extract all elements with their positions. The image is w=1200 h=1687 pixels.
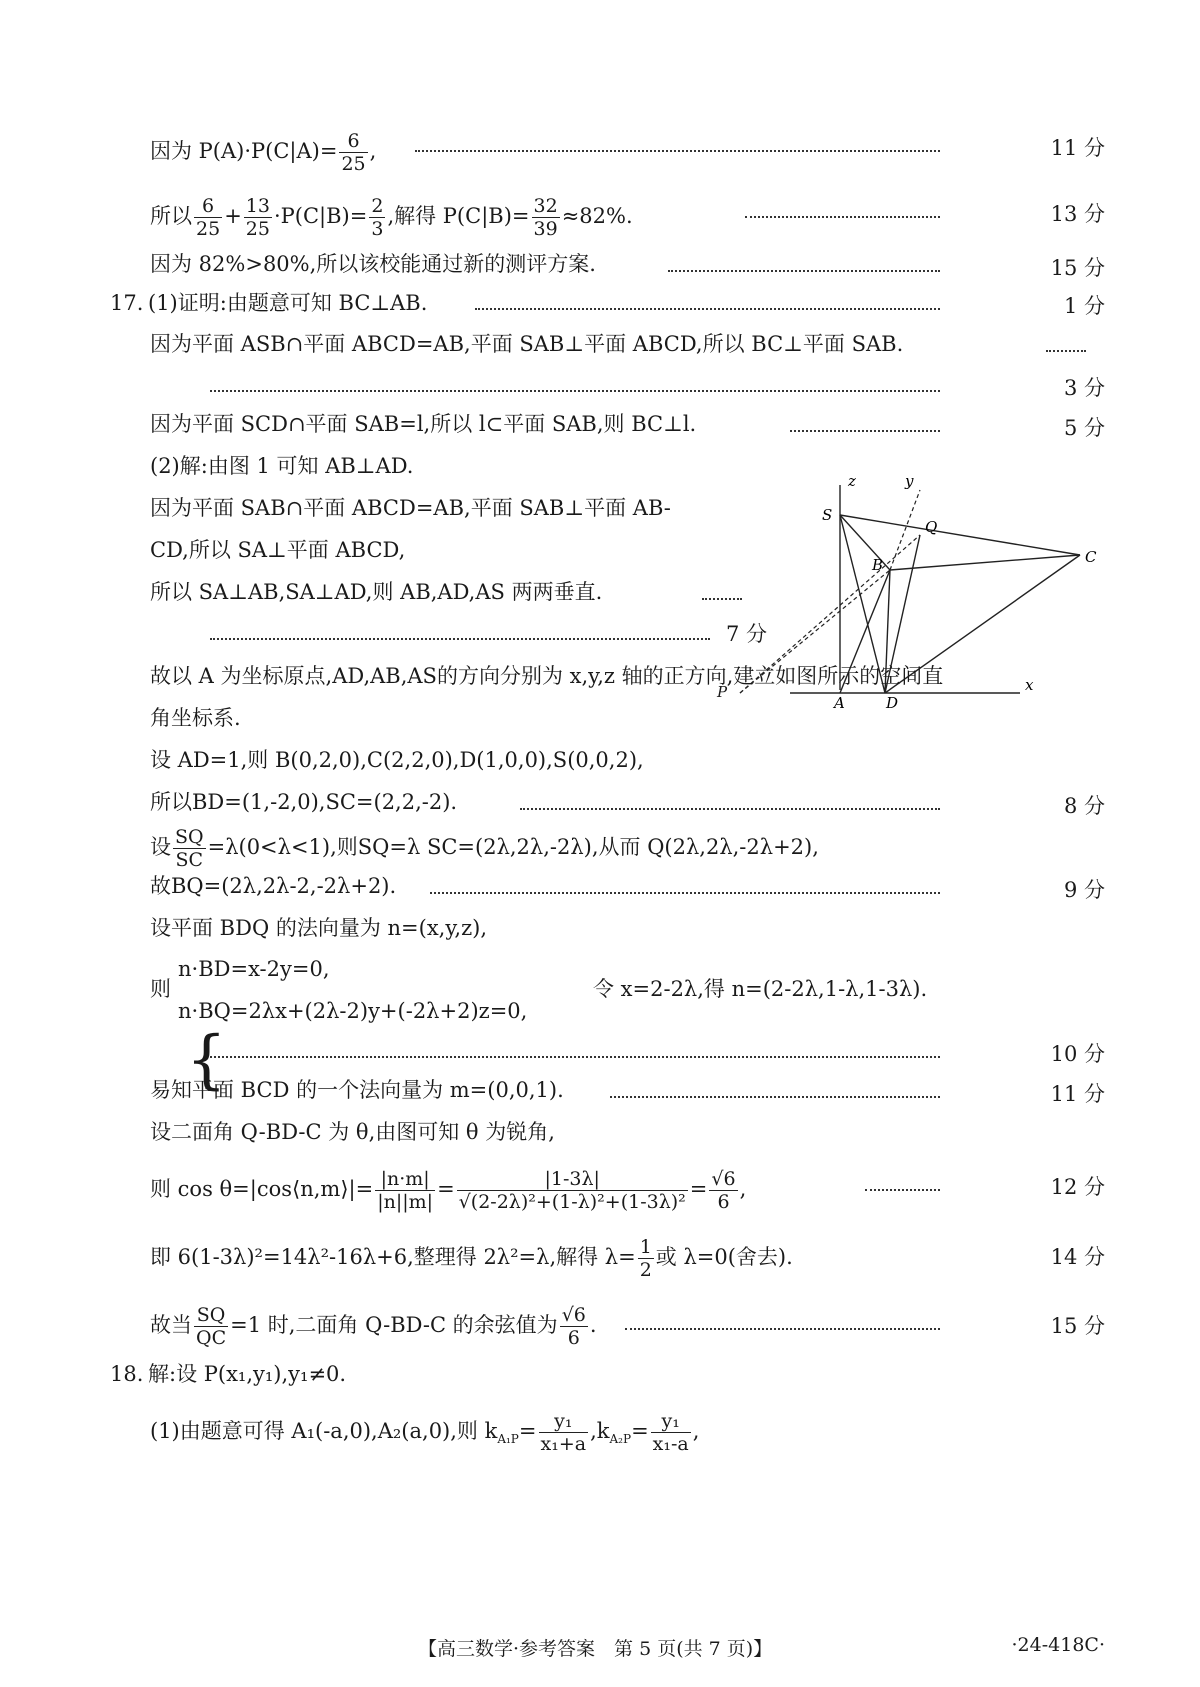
edge-BC (890, 555, 1080, 570)
score: 7 分 (726, 622, 768, 646)
fraction (244, 195, 272, 240)
fraction (375, 1168, 435, 1213)
score: 12 分 (1050, 1175, 1105, 1199)
score: 8 分 (1063, 794, 1105, 818)
fraction (339, 130, 367, 175)
denominator: √(2-2λ)²+(1-λ)²+(1-3λ)² (458, 1191, 686, 1213)
leader-dots (668, 270, 940, 272)
score: 11 分 (1050, 136, 1105, 160)
system-eq-1: n·BD=x-2y=0, (178, 957, 330, 981)
leader-dots (520, 808, 940, 810)
leader-dots (865, 1189, 940, 1191)
leader-dots (702, 598, 742, 600)
fraction (539, 1410, 589, 1455)
numerator: 1 (639, 1236, 652, 1258)
label-x: x (1025, 676, 1034, 694)
label-D: D (886, 694, 899, 712)
numerator: |1-3λ| (457, 1168, 688, 1191)
text: 则 cos θ=|cos⟨n,m⟩|= (150, 1177, 374, 1201)
q17-part2-line-12: 易知平面 BCD 的一个法向量为 m=(0,0,1). (150, 1078, 564, 1102)
q17-part2-line-1: (2)解:由图 1 可知 AB⊥AD. (150, 454, 414, 478)
score: 10 分 (1050, 1042, 1105, 1066)
q17-part2-line-9 (150, 826, 819, 871)
denominator: QC (196, 1327, 227, 1349)
denominator: |n||m| (377, 1191, 434, 1213)
numerator: |n·m| (375, 1168, 435, 1191)
leader-dots (430, 892, 940, 894)
label-A: A (834, 694, 845, 712)
label-C: C (1085, 548, 1097, 566)
fraction (560, 1304, 588, 1349)
text: ≈82%. (561, 204, 633, 228)
fraction (638, 1236, 654, 1281)
fraction (369, 195, 385, 240)
left-brace: { (186, 1023, 227, 1097)
question-number-17: 17. (110, 291, 144, 315)
denominator: 25 (245, 218, 270, 240)
denominator: x₁+a (540, 1433, 587, 1455)
text: = (631, 1419, 649, 1443)
q17-part2-line-6: 角坐标系. (150, 706, 241, 730)
q17-line-3: 因为平面 SCD∩平面 SAB=l,所以 l⊂平面 SAB,则 BC⊥l. (150, 412, 697, 436)
q18-line-2 (150, 1410, 699, 1455)
denominator: 3 (371, 218, 384, 240)
text: , (692, 1419, 700, 1443)
q17-part2-line-2: 因为平面 SAB∩平面 ABCD=AB,平面 SAB⊥平面 AB- (150, 496, 671, 520)
system-tail: 令 x=2-2λ,得 n=(2-2λ,1-λ,1-3λ). (593, 977, 928, 1001)
denominator: x₁-a (652, 1433, 689, 1455)
numerator: y₁ (539, 1410, 589, 1433)
label-z: z (848, 472, 856, 490)
leader-dots (745, 216, 940, 218)
score: 3 分 (1063, 376, 1105, 400)
numerator: 6 (339, 130, 367, 153)
label-P: P (717, 683, 728, 701)
denominator: 2 (639, 1259, 652, 1281)
leader-dots (210, 1056, 940, 1058)
numerator: SQ (175, 826, 204, 848)
q17-part2-line-13: 设二面角 Q-BD-C 为 θ,由图可知 θ 为锐角, (150, 1120, 555, 1144)
q17-part2-line-5: 故以 A 为坐标原点,AD,AB,AS的方向分别为 x,y,z 轴的正方向,建立如图所示的空间直 (150, 664, 944, 688)
subscript: A₁P (497, 1432, 519, 1447)
score: 15 分 (1050, 256, 1105, 280)
score: 14 分 (1050, 1245, 1105, 1269)
q17-line-15 (150, 1304, 597, 1349)
numerator: 32 (533, 195, 558, 217)
denominator: 39 (533, 218, 558, 240)
score: 11 分 (1050, 1082, 1105, 1106)
q17-part2-line-8: 所以BD=(1,-2,0),SC=(2,2,-2). (150, 790, 458, 814)
denominator: SC (175, 849, 204, 871)
fraction (651, 1410, 691, 1455)
leader-dots (210, 638, 710, 640)
score: 15 分 (1050, 1314, 1105, 1338)
numerator: 6 (194, 195, 222, 218)
score: 13 分 (1050, 202, 1105, 226)
q17-part2-line-7: 设 AD=1,则 B(0,2,0),C(2,2,0),D(1,0,0),S(0,0,2), (150, 748, 644, 772)
footer-code: ·24-418C· (1011, 1634, 1105, 1656)
numerator: SQ (194, 1304, 228, 1327)
line-1 (150, 130, 376, 175)
leader-dots (475, 308, 940, 310)
text: = (518, 1419, 537, 1443)
fraction (709, 1168, 737, 1213)
edge-SC (840, 515, 1080, 555)
system-eq-2: n·BQ=2λx+(2λ-2)y+(-2λ+2)z=0, (178, 999, 528, 1023)
score: 9 分 (1063, 878, 1105, 902)
text: =1 时,二面角 Q-BD-C 的余弦值为 (230, 1313, 558, 1337)
denominator: 25 (341, 153, 366, 175)
score: 5 分 (1063, 416, 1105, 440)
subscript: A₂P (609, 1432, 632, 1447)
text: . (589, 1313, 597, 1337)
text: 设 (150, 835, 171, 859)
text: ,k (590, 1419, 610, 1443)
question-number-18: 18. (110, 1362, 144, 1386)
label-B: B (872, 556, 884, 574)
q17-part2-line-10: 故BQ=(2λ,2λ-2,-2λ+2). (150, 874, 397, 898)
q17-part2-line-4: 所以 SA⊥AB,SA⊥AD,则 AB,AD,AS 两两垂直. (150, 580, 603, 604)
text: 故当 (150, 1313, 192, 1337)
line-3: 因为 82%>80%,所以该校能通过新的测评方案. (150, 252, 596, 276)
denominator: 25 (196, 218, 221, 240)
leader-dots (790, 430, 940, 432)
text: (1)由题意可得 A₁(-a,0),A₂(a,0),则 k (150, 1419, 498, 1443)
line-2 (150, 195, 633, 240)
label-S: S (822, 506, 833, 524)
numerator: √6 (561, 1304, 586, 1326)
text: ·P(C|B)= (273, 204, 368, 228)
q17-line-1: (1)证明:由题意可知 BC⊥AB. (148, 291, 428, 315)
fraction (194, 1304, 228, 1349)
q17-cos-line (150, 1168, 746, 1213)
fraction (457, 1168, 688, 1213)
footer-page-info: 【高三数学·参考答案 第 5 页(共 7 页)】 (418, 1638, 773, 1660)
numerator: 2 (371, 195, 384, 217)
leader-dots (210, 390, 940, 392)
system-prefix: 则 (150, 977, 171, 1001)
q17-part2-line-11: 设平面 BDQ 的法向量为 n=(x,y,z), (150, 916, 488, 940)
numerator: 13 (245, 195, 270, 217)
numerator: y₁ (651, 1410, 691, 1433)
text: , (369, 139, 377, 163)
fraction (173, 826, 206, 871)
leader-dots (610, 1096, 940, 1098)
label-Q: Q (925, 518, 938, 536)
leader-dots (415, 150, 940, 152)
score: 1 分 (1063, 294, 1105, 318)
numerator: √6 (711, 1168, 736, 1190)
text: = (437, 1177, 455, 1201)
q17-part2-line-3: CD,所以 SA⊥平面 ABCD, (150, 538, 406, 562)
denominator: 6 (567, 1327, 580, 1349)
leader-dots (1046, 350, 1086, 352)
text: = (689, 1177, 708, 1201)
text: 即 6(1-3λ)²=14λ²-16λ+6,整理得 2λ²=λ,解得 λ= (150, 1245, 636, 1269)
q17-line-2: 因为平面 ASB∩平面 ABCD=AB,平面 SAB⊥平面 ABCD,所以 BC⊥平面 SAB. (150, 332, 904, 356)
label-y: y (905, 472, 914, 490)
text: 因为 P(A)·P(C|A)= (150, 139, 338, 163)
fraction (194, 195, 222, 240)
text: =λ(0<λ<1),则SQ=λ SC=(2λ,2λ,-2λ),从而 Q(2λ,2λ,-2λ+2), (207, 835, 819, 859)
q17-line-14 (150, 1236, 793, 1281)
fraction (532, 195, 560, 240)
geometry-figure (790, 470, 1110, 712)
text: 或 λ=0(舍去). (655, 1245, 793, 1269)
text: + (224, 204, 242, 228)
leader-dots (625, 1328, 940, 1330)
text: , (739, 1177, 747, 1201)
text: ,解得 P(C|B)= (387, 204, 530, 228)
text: 所以 (150, 204, 192, 228)
denominator: 6 (717, 1191, 730, 1213)
q18-line-1: 解:设 P(x₁,y₁),y₁≠0. (148, 1362, 347, 1386)
